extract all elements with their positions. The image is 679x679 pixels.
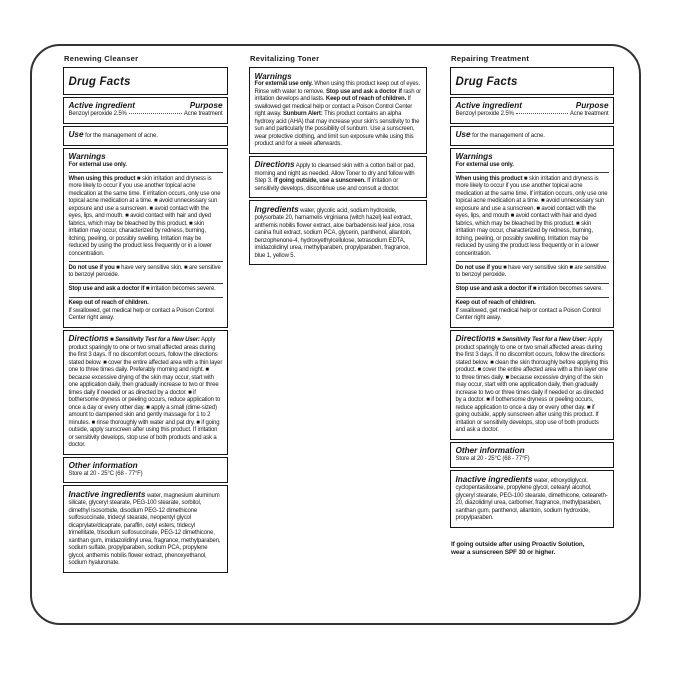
inactive-ingredients-section: [450, 470, 614, 528]
stop-use-lead: Stop use and ask a doctor if: [68, 286, 145, 292]
revitalizing-toner-label: [249, 54, 427, 265]
renewing-cleanser-label: [63, 54, 228, 573]
inactive-ingredients-text: water, ethoxydiglycol, cyclopentasiloxane, propylene glycol, cetearyl alcohol, glyceryl stearate, PEG-100 stearate, dimethicone, ceteareth-20, diazolidinyl urea, carbomer, fragrance, methylparaben, xanthan gum, panthenol, allantoin, sodium hydroxide, propylparaben.: [455, 477, 608, 521]
active-ingredient-heading: Active ingredient: [455, 101, 522, 110]
product-title-treatment: Repairing Treatment: [451, 54, 530, 63]
rash-text: rash or irritation develops and lasts.: [254, 88, 421, 102]
external-use-lead: For external use only.: [254, 81, 313, 87]
drug-facts-heading: Drug Facts: [68, 75, 131, 88]
use-text: for the management of acne.: [85, 133, 158, 139]
sunburn-alert-text: This product contains an alpha hydroxy acid (AHA) that may increase your skin's sensitivity to the sun and particularly the possibility of sunburn. Use a sunscreen, wear protective clothing, and limit sun exposure while using this product and for a week afterwards.: [254, 111, 420, 147]
directions-text-1: Apply to cleansed skin with a cotton ball or pad, morning and night as needed. Allow Toner to dry and follow with Step 3.: [254, 163, 415, 184]
other-information-heading: Other information: [68, 461, 138, 470]
warnings-section: [249, 67, 427, 154]
keep-out-lead: Keep out of reach of children.: [68, 300, 149, 306]
do-not-use-text: ■ have very sensitive skin. ■ are sensitive to benzoyl peroxide.: [68, 264, 221, 278]
do-not-use-lead: Do not use if you: [68, 264, 115, 271]
directions-heading: Directions: [254, 160, 295, 169]
stop-use-paragraph: [456, 283, 609, 294]
stop-use-text: ■ irritation becomes severe.: [532, 286, 603, 292]
inactive-ingredients-paragraph: [69, 490, 223, 568]
use-paragraph: [456, 130, 609, 141]
ingredients-text: water, glycolic acid, sodium hydroxide, polysorbate 20, hamamelis virginiana (witch hazel) leaf extract, anthemis nobilis flower extract, aloe barbadensis leaf juice, rosa canina fruit extract, sodium PCA, glycerin, panthenol, allantoin, benzophenone-4, hydroxyethylcellulose, tetrasodium EDTA, imidazolidinyl urea, methylparaben, propylparaben, fragrance, blue 1, yellow 5.: [254, 207, 415, 259]
ingredients-heading: Ingredients: [254, 204, 299, 214]
warnings-section: [450, 148, 614, 328]
keep-out-text: If swallowed, get medical help or contact a Poison Control Center right away.: [455, 307, 601, 321]
warnings-heading: Warnings: [455, 152, 493, 161]
when-using-text: ■ skin irritation and dryness is more likely to occur if you use another topical acne medication at the same time. If irritation occurs, only use one topical acne medication at a time. ■ avoid unnecessary sun exposure and use a sunscreen. ■ avoid contact with the eyes, lips, and mouth. ■ avoid contact with hair and dyed fabrics, which may be bleached by this product. ■ skin irritation may occur, characterized by redness, burning, itching, peeling, or possibly swelling. Irritation may be reduced by using the product less frequently or in a lower concentration.: [68, 175, 221, 257]
purpose-value: Acne treatment: [569, 111, 609, 117]
inactive-ingredients-text: water, magnesium aluminum silicate, glyceryl stearate, PEG-100 stearate, sorbitol, dimethyl isosorbide, disodium PEG-12 dimethicone sulfosuccinate, tridecyl stearate, neopentyl glycol dicaprylate/dicaprate, paraffin, cetyl esters, tridecyl trimellitate, trisodium sulfosuccinate, PEG-12 dimethicone, xanthan gum, imidazolidinyl urea, fragrance, methylparaben, sodium sulfate, propylparaben, sodium PCA, propylene glycol, anthemis nobilis flower extract, phenoxyethanol, sodium hyaluronate.: [68, 492, 221, 566]
storage-text: Store at 20 - 25°C (68 - 77°F): [68, 470, 143, 477]
sunburn-alert-lead: Sunburn Alert:: [282, 111, 323, 117]
stop-use-text: ■ irritation becomes severe.: [145, 286, 216, 292]
use-paragraph: [69, 130, 223, 141]
directions-paragraph: [69, 334, 223, 450]
purpose-value: Acne treatment: [183, 111, 223, 117]
drug-facts-title-box: [450, 67, 614, 95]
label-sheet: [30, 44, 641, 625]
use-section: [450, 126, 614, 146]
directions-section: [450, 330, 614, 440]
dotted-leader: [129, 113, 182, 114]
inactive-ingredients-heading: Inactive ingredients: [68, 489, 146, 499]
directions-text: Apply product sparingly to one or two small affected areas during the first 3 days. If no discomfort occurs, follow the directions stated below. ■ cover the entire affected area with a thin layer one to three times daily. Preferably morning and night. ■ because excessive drying of the skin may occur, start with one application daily, then gradually increase to two or three times daily if needed or as directed by a doctor. ■ if bothersome dryness or peeling occurs, reduce application to once a day or every other day. ■ apply a small (dime-sized) amount to dampened skin and gently massage for 1 to 2 minutes. ■ rinse thoroughly with water and pat dry. ■ if going outside, apply sunscreen after using this product. If irritation or sensitivity develops, stop use of both products and ask a doctor.: [68, 337, 223, 448]
directions-section: [63, 330, 228, 455]
sunscreen-footnote: [450, 541, 614, 558]
warnings-heading: Warnings: [68, 152, 106, 161]
warnings-paragraph: [255, 81, 422, 149]
keep-out-lead: Keep out of reach of children.: [325, 96, 407, 102]
inactive-ingredients-paragraph: [456, 475, 609, 523]
when-using-lead: When using this product: [455, 175, 523, 182]
dotted-leader: [516, 113, 568, 114]
use-text: for the management of acne.: [472, 133, 545, 139]
do-not-use-text: ■ have very sensitive skin ■ are sensitive to benzoyl peroxide.: [455, 264, 607, 278]
external-use-note: For external use only.: [455, 161, 514, 168]
sensitivity-test-lead: ■ Sensitivity Test for a New User:: [110, 337, 200, 343]
use-heading: Use: [68, 130, 84, 139]
drug-facts-title-box: [63, 67, 228, 95]
active-ingredient-section: [63, 97, 228, 124]
when-using-lead: When using this product: [68, 175, 136, 182]
directions-text: Apply product sparingly to one or two small affected areas during the first 3 days. If no discomfort occurs, follow the directions stated below. ■ clean the skin thoroughly before applying this product. ■ cover the entire affected area with a thin layer one to three times daily. ■ because excessive drying of the skin may occur, start with one application daily, then gradually increase to two or three times daily if needed or as directed by a doctor. ■ if bothersome dryness or peeling occurs, reduce application to once a day or every other day. ■ if going outside, apply sunscreen after using this product. If irritation or sensitivity develops, stop use of both products and ask a doctor.: [455, 337, 609, 433]
directions-heading: Directions: [455, 334, 496, 343]
other-information-section: [450, 442, 614, 469]
keep-out-text: If swallowed, get medical help or contact a Poison Control Center right away.: [68, 307, 214, 321]
active-ingredient-value-row: [456, 111, 609, 119]
stop-use-paragraph: [69, 283, 223, 294]
active-ingredient-header-row: [69, 101, 223, 111]
product-title-toner: Revitalizing Toner: [250, 54, 320, 63]
sunscreen-footnote-line1: If going outside after using Proactiv Solution,: [451, 540, 585, 548]
repairing-treatment-label: [450, 54, 614, 557]
active-ingredient-section: [450, 97, 614, 124]
warnings-section: [63, 148, 228, 328]
directions-text-2: If irritation or sensitivity develops, discontinue use and consult a doctor.: [254, 178, 400, 192]
directions-heading: Directions: [68, 334, 109, 343]
storage-text: Store at 20 - 25°C (68 - 77°F): [455, 455, 530, 462]
product-title-cleanser: Renewing Cleanser: [64, 54, 139, 63]
active-ingredient-value-row: [69, 111, 223, 119]
other-information-heading: Other information: [455, 446, 525, 455]
ingredients-section: [249, 200, 427, 265]
warnings-heading: Warnings: [254, 71, 292, 81]
keep-out-paragraph: [456, 297, 609, 323]
directions-paragraph: [255, 160, 422, 193]
directions-paragraph: [456, 334, 609, 435]
drug-facts-heading: Drug Facts: [455, 75, 518, 88]
keep-out-lead: Keep out of reach of children.: [455, 300, 536, 306]
sensitivity-test-lead: ■ Sensitivity Test for a New User:: [497, 337, 587, 343]
active-ingredient-heading: Active ingredient: [68, 101, 135, 110]
do-not-use-paragraph: [69, 261, 223, 280]
active-ingredient-header-row: [456, 101, 609, 111]
swallowed-text: If swallowed get medical help or contact a Poison Control Center right away.: [254, 96, 413, 117]
purpose-heading: Purpose: [575, 101, 609, 110]
when-using-paragraph: [69, 172, 223, 258]
use-section: [63, 126, 228, 146]
when-using-paragraph: [456, 172, 609, 258]
inactive-ingredients-heading: Inactive ingredients: [455, 474, 533, 484]
keep-out-paragraph: [69, 297, 223, 323]
directions-section: [249, 156, 427, 199]
use-heading: Use: [455, 130, 471, 139]
do-not-use-paragraph: [456, 261, 609, 280]
ingredients-paragraph: [255, 205, 422, 261]
keep-out-of-eyes-text: When using this product keep out of eyes. Rinse with water to remove.: [254, 81, 420, 95]
other-information-section: [63, 457, 228, 484]
inactive-ingredients-section: [63, 485, 228, 573]
do-not-use-lead: Do not use if you: [455, 264, 502, 271]
sunscreen-note: If going outside, use a sunscreen.: [274, 178, 366, 184]
when-using-text: ■ skin irritation and dryness is more likely to occur if you use another topical acne medication at the same time. If irritation occurs, only use one topical acne medication at a time. ■ avoid unnecessary sun exposure and use a sunscreen. ■ avoid contact with the eyes, lips, and mouth ■ avoid contact with hair and dyed fabrics, which may be bleached by this product. ■ skin irritation may occur, characterized by redness, burning, itching, peeling, or possibly swelling. Irritation may be reduced by using the product less frequently or in a lower concentration.: [455, 175, 608, 257]
active-ingredient-name: Benzoyl peroxide 2.5%: [68, 111, 127, 117]
stop-use-lead: Stop use and ask a doctor if: [326, 88, 402, 95]
active-ingredient-name: Benzoyl peroxide 2.5%: [455, 111, 514, 117]
sunscreen-footnote-line2: wear a sunscreen SPF 30 or higher.: [451, 548, 556, 556]
purpose-heading: Purpose: [189, 101, 223, 110]
stop-use-lead: Stop use and ask a doctor if: [455, 286, 532, 292]
external-use-note: For external use only.: [68, 161, 127, 168]
